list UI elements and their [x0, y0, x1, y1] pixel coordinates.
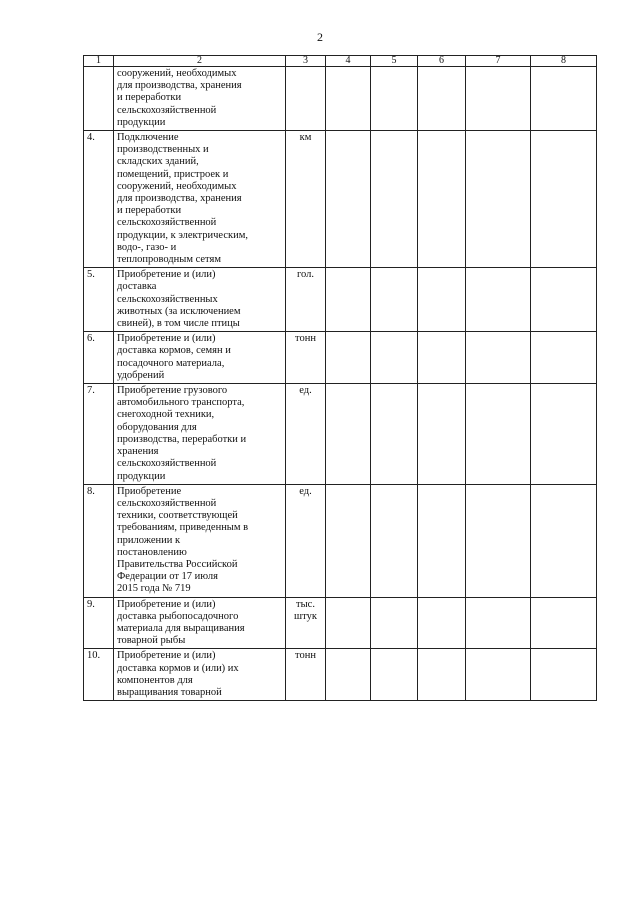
- row-unit: км: [286, 131, 326, 268]
- row-unit: ед.: [286, 384, 326, 485]
- column-header: 8: [531, 56, 597, 67]
- description-line: свиней), в том числе птицы: [117, 318, 240, 330]
- description-line: и переработки: [117, 92, 182, 104]
- empty-cell: [326, 597, 371, 649]
- empty-cell: [531, 332, 597, 384]
- empty-cell: [466, 131, 531, 268]
- description-line: доставка рыбопосадочного: [117, 610, 239, 622]
- description-line: и переработки: [117, 205, 182, 217]
- empty-cell: [531, 597, 597, 649]
- description-line: оборудования для: [117, 421, 197, 433]
- row-number: 4.: [84, 131, 114, 268]
- description-line: сельскохозяйственной: [117, 104, 217, 116]
- empty-cell: [326, 649, 371, 701]
- empty-cell: [466, 384, 531, 485]
- empty-cell: [371, 649, 418, 701]
- empty-cell: [326, 484, 371, 597]
- description-line: сельскохозяйственной: [117, 458, 217, 470]
- description-line: постановлению: [117, 546, 187, 558]
- empty-cell: [466, 268, 531, 332]
- table-row: [84, 67, 597, 131]
- description-line: доставка кормов и (или) их: [117, 662, 239, 674]
- description-line: для производства, хранения: [117, 80, 242, 92]
- description-line: Федерации от 17 июля: [117, 571, 218, 583]
- row-number: 6.: [84, 332, 114, 384]
- description-line: техники, соответствующей: [117, 510, 238, 522]
- row-description: [114, 597, 286, 649]
- row-number: 7.: [84, 384, 114, 485]
- empty-cell: [326, 67, 371, 131]
- description-line: доставка: [117, 281, 157, 293]
- empty-cell: [531, 649, 597, 701]
- empty-cell: [371, 384, 418, 485]
- empty-cell: [418, 131, 466, 268]
- table-body: [84, 67, 597, 701]
- empty-cell: [326, 268, 371, 332]
- description-line: производства, переработки и: [117, 433, 247, 445]
- column-header: 7: [466, 56, 531, 67]
- description-line: продукции: [117, 470, 166, 482]
- row-number: 8.: [84, 484, 114, 597]
- row-description: [114, 131, 286, 268]
- row-number: 5.: [84, 268, 114, 332]
- description-line: сельскохозяйственной: [117, 217, 217, 229]
- row-unit: тонн: [286, 649, 326, 701]
- table-row: [84, 484, 597, 597]
- row-unit: [286, 67, 326, 131]
- description-line: автомобильного транспорта,: [117, 397, 245, 409]
- empty-cell: [371, 268, 418, 332]
- description-line: Правительства Российской: [117, 558, 238, 570]
- empty-cell: [326, 332, 371, 384]
- table-row: [84, 268, 597, 332]
- row-number: 10.: [84, 649, 114, 701]
- description-line: выращивания товарной: [117, 686, 222, 698]
- description-line: доставка кормов, семян и: [117, 345, 231, 357]
- description-line: Приобретение и (или): [117, 333, 216, 345]
- description-line: 2015 года № 719: [117, 583, 191, 595]
- description-line: Подключение: [117, 132, 179, 144]
- row-unit: тыс. штук: [286, 597, 326, 649]
- description-line: Приобретение и (или): [117, 269, 216, 281]
- description-line: водо-, газо- и: [117, 241, 177, 253]
- empty-cell: [531, 67, 597, 131]
- column-header: 3: [286, 56, 326, 67]
- description-line: материала для выращивания: [117, 622, 245, 634]
- description-line: продукции, к электрическим,: [117, 229, 248, 241]
- table-row: [84, 597, 597, 649]
- empty-cell: [418, 67, 466, 131]
- empty-cell: [418, 484, 466, 597]
- data-table: [83, 55, 597, 701]
- row-description: [114, 67, 286, 131]
- row-description: [114, 484, 286, 597]
- column-header: 4: [326, 56, 371, 67]
- description-line: помещений, пристроек и: [117, 168, 229, 180]
- row-number: [84, 67, 114, 131]
- description-line: компонентов для: [117, 674, 193, 686]
- description-line: снегоходной техники,: [117, 409, 215, 421]
- empty-cell: [371, 67, 418, 131]
- empty-cell: [531, 131, 597, 268]
- row-description: [114, 384, 286, 485]
- empty-cell: [466, 484, 531, 597]
- description-line: животных (за исключением: [117, 305, 241, 317]
- description-line: посадочного материала,: [117, 357, 225, 369]
- description-line: сооружений, необходимых: [117, 180, 237, 192]
- description-line: требованиям, приведенным в: [117, 522, 249, 534]
- description-line: Приобретение и (или): [117, 650, 216, 662]
- empty-cell: [326, 131, 371, 268]
- description-line: Приобретение и (или): [117, 598, 216, 610]
- description-line: хранения: [117, 446, 159, 458]
- row-unit: ед.: [286, 484, 326, 597]
- empty-cell: [418, 332, 466, 384]
- description-line: для производства, хранения: [117, 193, 242, 205]
- empty-cell: [531, 268, 597, 332]
- table-row: [84, 649, 597, 701]
- empty-cell: [466, 67, 531, 131]
- empty-cell: [371, 484, 418, 597]
- row-number: 9.: [84, 597, 114, 649]
- table-row: [84, 384, 597, 485]
- empty-cell: [466, 332, 531, 384]
- description-line: Приобретение грузового: [117, 385, 228, 397]
- column-header: 1: [84, 56, 114, 67]
- description-line: Приобретение: [117, 485, 182, 497]
- row-description: [114, 268, 286, 332]
- description-line: сельскохозяйственной: [117, 497, 217, 509]
- description-line: производственных и: [117, 144, 209, 156]
- empty-cell: [371, 131, 418, 268]
- column-header: 2: [114, 56, 286, 67]
- row-description: [114, 649, 286, 701]
- empty-cell: [466, 597, 531, 649]
- empty-cell: [418, 597, 466, 649]
- column-header: 6: [418, 56, 466, 67]
- column-header: 5: [371, 56, 418, 67]
- description-line: приложении к: [117, 534, 181, 546]
- empty-cell: [418, 649, 466, 701]
- empty-cell: [371, 597, 418, 649]
- empty-cell: [418, 384, 466, 485]
- empty-cell: [371, 332, 418, 384]
- description-line: сооружений, необходимых: [117, 68, 237, 79]
- table-row: [84, 332, 597, 384]
- row-unit: гол.: [286, 268, 326, 332]
- description-line: товарной рыбы: [117, 635, 186, 647]
- description-line: теплопроводным сетям: [117, 254, 221, 266]
- table-row: [84, 131, 597, 268]
- page-number: 2: [317, 30, 323, 44]
- empty-cell: [418, 268, 466, 332]
- description-line: складских зданий,: [117, 156, 199, 168]
- description-line: сельскохозяйственных: [117, 293, 218, 305]
- header-row: [84, 56, 597, 67]
- row-unit: тонн: [286, 332, 326, 384]
- description-line: продукции: [117, 116, 166, 128]
- empty-cell: [531, 384, 597, 485]
- description-line: удобрений: [117, 369, 165, 381]
- empty-cell: [326, 384, 371, 485]
- empty-cell: [466, 649, 531, 701]
- empty-cell: [531, 484, 597, 597]
- row-description: [114, 332, 286, 384]
